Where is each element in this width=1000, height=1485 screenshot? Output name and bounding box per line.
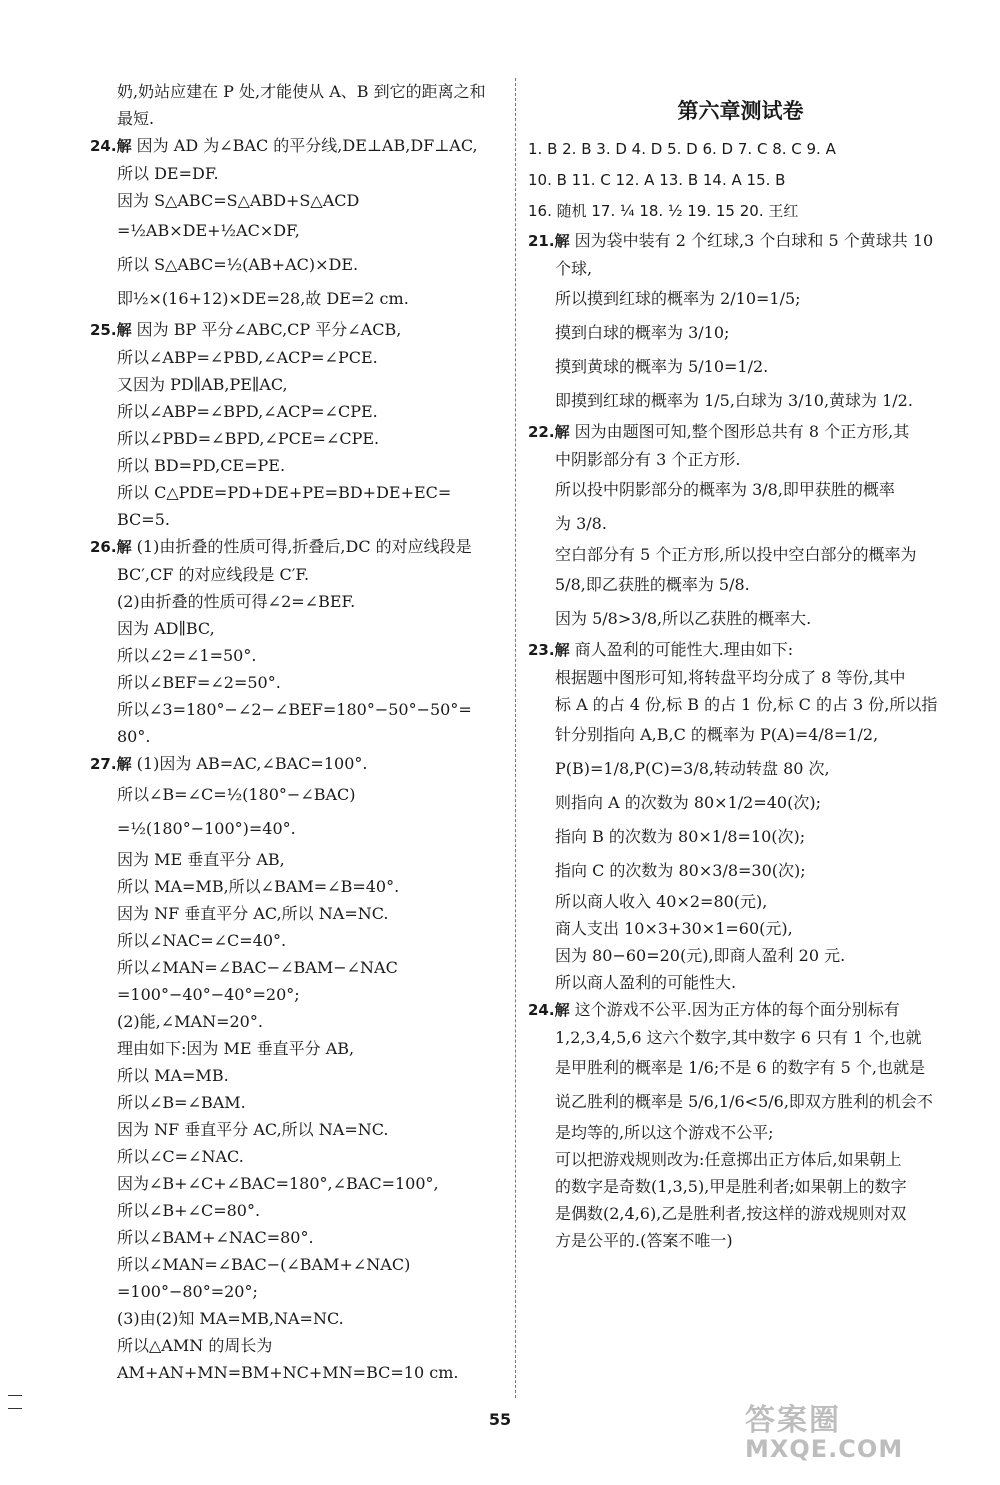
- text-line: [90, 316, 505, 344]
- text-line: [528, 473, 953, 507]
- page-number: 55: [488, 1410, 512, 1429]
- line-text: 所以∠B+∠C=80°.: [117, 1201, 261, 1220]
- line-text: 又因为 PD∥AB,PE∥AC,: [117, 375, 288, 394]
- line-text: 即摸到红球的概率为 1/5,白球为 3/10,黄球为 1/2.: [555, 391, 913, 410]
- line-text: 所以 MA=MB,所以∠BAM=∠B=40°.: [117, 877, 400, 896]
- line-text: =100°−40°−40°=20°;: [117, 985, 300, 1004]
- column-divider: [515, 78, 516, 1398]
- text-line: [528, 636, 953, 664]
- line-text: 说乙胜利的概率是 5/6,1/6<5/6,即双方胜利的机会不: [555, 1092, 933, 1111]
- text-line: [528, 446, 953, 473]
- solution-label: 解: [554, 423, 570, 441]
- line-text: =½AB×DE+½AC×DF,: [117, 221, 300, 240]
- right-column: [528, 78, 953, 1254]
- line-text: 所以摸到红球的概率为 2/10=1/5;: [555, 289, 801, 308]
- line-text: 商人盈利的可能性大.理由如下:: [569, 640, 794, 659]
- text-line: [90, 1008, 505, 1035]
- text-line: [90, 927, 505, 954]
- text-line: [90, 1359, 505, 1386]
- chapter-test-title: 第六章测试卷: [677, 99, 804, 123]
- text-line: [90, 846, 505, 873]
- text-line: [90, 398, 505, 425]
- question-number: 27.: [90, 755, 117, 773]
- text-line: [90, 954, 505, 981]
- text-line: [528, 384, 953, 418]
- text-line: [528, 915, 953, 942]
- line-text: 所以 S△ABC=½(AB+AC)×DE.: [117, 255, 359, 274]
- text-line: [528, 786, 953, 820]
- text-line: [90, 588, 505, 615]
- left-column: [90, 78, 505, 1386]
- text-line: [90, 615, 505, 642]
- text-line: [90, 371, 505, 398]
- text-line: [90, 132, 505, 160]
- text-line: [528, 718, 953, 752]
- text-line: [90, 900, 505, 927]
- text-line: [90, 214, 505, 248]
- text-line: [528, 752, 953, 786]
- line-text: 可以把游戏规则改为:任意掷出正方体后,如果朝上: [555, 1150, 902, 1169]
- line-text: 因为 AD 为∠BAC 的平分线,DE⊥AB,DF⊥AC,: [131, 136, 478, 155]
- line-text: 因为∠B+∠C+∠BAC=180°,∠BAC=100°,: [117, 1174, 439, 1193]
- line-text: 所以∠BAM+∠NAC=80°.: [117, 1228, 314, 1247]
- line-text: 针分别指向 A,B,C 的概率为 P(A)=4/8=1/2,: [555, 725, 879, 744]
- line-text: 所以 MA=MB.: [117, 1066, 229, 1085]
- text-line: [528, 282, 953, 316]
- text-line: [90, 1062, 505, 1089]
- text-line: [90, 1278, 505, 1305]
- line-text: (1)由折叠的性质可得,折叠后,DC 的对应线段是: [131, 537, 472, 556]
- text-line: [528, 1024, 953, 1051]
- text-line: [90, 669, 505, 696]
- text-line: [528, 854, 953, 888]
- line-text: 所以∠ABP=∠PBD,∠ACP=∠PCE.: [117, 348, 378, 367]
- text-line: [90, 1224, 505, 1251]
- right-solutions: [528, 227, 953, 1254]
- text-line: [90, 561, 505, 588]
- line-text: 方是公平的.(答案不唯一): [555, 1231, 733, 1250]
- text-line: [528, 507, 953, 541]
- text-line: [90, 425, 505, 452]
- text-line: [90, 1251, 505, 1278]
- text-line: [90, 1305, 505, 1332]
- text-line: [528, 1119, 953, 1146]
- answer-row: 10. B 11. C 12. A 13. B 14. A 15. B: [528, 171, 786, 189]
- text-line: [528, 541, 953, 568]
- line-text: 所以∠C=∠NAC.: [117, 1147, 244, 1166]
- text-line: [90, 1197, 505, 1224]
- line-text: 个球,: [555, 259, 593, 278]
- text-line: [528, 255, 953, 282]
- text-line: [528, 664, 953, 691]
- text-line: [528, 1051, 953, 1085]
- line-text: 则指向 A 的次数为 80×1/2=40(次);: [555, 793, 821, 812]
- line-text: 所以∠MAN=∠BAC−∠BAM−∠NAC: [117, 958, 398, 977]
- question-number: 22.: [528, 423, 555, 441]
- line-text: 因为 BP 平分∠ABC,CP 平分∠ACB,: [131, 320, 402, 339]
- line-text: 所以∠3=180°−∠2−∠BEF=180°−50°−50°=: [117, 700, 472, 719]
- solution-label: 解: [116, 538, 132, 556]
- text-line: [90, 105, 505, 132]
- line-text: 商人支出 10×3+30×1=60(元),: [555, 919, 793, 938]
- solution-label: 解: [116, 137, 132, 155]
- text-line: [528, 316, 953, 350]
- line-text: 5/8,即乙获胜的概率为 5/8.: [555, 575, 750, 594]
- line-text: 因为 NF 垂直平分 AC,所以 NA=NC.: [117, 1120, 389, 1139]
- line-text: 摸到白球的概率为 3/10;: [555, 323, 730, 342]
- question-number: 23.: [528, 641, 555, 659]
- line-text: 所以∠PBD=∠BPD,∠PCE=∠CPE.: [117, 429, 380, 448]
- text-line: [528, 1227, 953, 1254]
- line-text: 所以∠B=∠C=½(180°−∠BAC): [117, 785, 356, 804]
- question-number: 25.: [90, 321, 117, 339]
- solution-label: 解: [116, 321, 132, 339]
- watermark-logo: [745, 1395, 980, 1470]
- line-text: 空白部分有 5 个正方形,所以投中空白部分的概率为: [555, 545, 917, 564]
- question-number: 21.: [528, 232, 555, 250]
- text-line: [90, 723, 505, 750]
- line-text: 的数字是奇数(1,3,5),甲是胜利者;如果朝上的数字: [555, 1177, 907, 1196]
- line-text: 所以∠ABP=∠BPD,∠ACP=∠CPE.: [117, 402, 378, 421]
- line-text: 是甲胜利的概率是 1/6;不是 6 的数字有 5 个,也就是: [555, 1058, 926, 1077]
- line-text: 所以∠2=∠1=50°.: [117, 646, 257, 665]
- text-line: [528, 418, 953, 446]
- text-line: [90, 873, 505, 900]
- text-line: [528, 820, 953, 854]
- line-text: 所以投中阴影部分的概率为 3/8,即甲获胜的概率: [555, 480, 895, 499]
- line-text: 所以商人收入 40×2=80(元),: [555, 892, 768, 911]
- text-line: [528, 1146, 953, 1173]
- text-line: [90, 1089, 505, 1116]
- question-number: 26.: [90, 538, 117, 556]
- line-text: 指向 B 的次数为 80×1/8=10(次);: [555, 827, 806, 846]
- line-text: 标 A 的占 4 份,标 B 的占 1 份,标 C 的占 3 份,所以指: [555, 695, 938, 714]
- text-line: [90, 452, 505, 479]
- text-line: [90, 78, 505, 105]
- text-line: [528, 996, 953, 1024]
- line-text: BC=5.: [117, 510, 170, 529]
- line-text: 因为 80−60=20(元),即商人盈利 20 元.: [555, 946, 846, 965]
- line-text: 因为 NF 垂直平分 AC,所以 NA=NC.: [117, 904, 389, 923]
- line-text: BC′,CF 的对应线段是 C′F.: [117, 565, 310, 584]
- line-text: 因为 AD∥BC,: [117, 619, 215, 638]
- text-line: [528, 691, 953, 718]
- text-line: [90, 160, 505, 187]
- line-text: 所以∠B=∠BAM.: [117, 1093, 246, 1112]
- line-text: 中阴影部分有 3 个正方形.: [555, 450, 741, 469]
- line-text: 因为 5/8>3/8,所以乙获胜的概率大.: [555, 609, 812, 628]
- text-line: [528, 942, 953, 969]
- text-line: [90, 750, 505, 778]
- solution-label: 解: [554, 1001, 570, 1019]
- text-line: [528, 350, 953, 384]
- line-text: 所以 BD=PD,CE=PE.: [117, 456, 286, 475]
- line-text: 奶,奶站应建在 P 处,才能使从 A、B 到它的距离之和: [117, 82, 486, 101]
- text-line: [90, 812, 505, 846]
- text-line: [90, 696, 505, 723]
- text-line: [90, 1116, 505, 1143]
- line-text: P(B)=1/8,P(C)=3/8,转动转盘 80 次,: [555, 759, 830, 778]
- line-text: 根据题中图形可知,将转盘平均分成了 8 等份,其中: [555, 668, 906, 687]
- line-text: 因为 ME 垂直平分 AB,: [117, 850, 285, 869]
- text-line: [528, 568, 953, 602]
- watermark-text: 答案圈: [745, 1403, 841, 1438]
- line-text: (2)由折叠的性质可得∠2=∠BEF.: [117, 592, 356, 611]
- question-number: 24.: [528, 1001, 555, 1019]
- answer-row: 16. 随机 17. ¼ 18. ½ 19. 15 20. 王红: [528, 202, 799, 220]
- line-text: 最短.: [117, 109, 155, 128]
- line-text: 所以商人盈利的可能性大.: [555, 973, 737, 992]
- line-text: 是偶数(2,4,6),乙是胜利者,按这样的游戏规则对双: [555, 1204, 907, 1223]
- line-text: =½(180°−100°)=40°.: [117, 819, 296, 838]
- page-edge-mark: [8, 1395, 22, 1409]
- question-number: 24.: [90, 137, 117, 155]
- text-line: [90, 344, 505, 371]
- line-text: 为 3/8.: [555, 514, 607, 533]
- line-text: 这个游戏不公平.因为正方体的每个面分别标有: [569, 1000, 900, 1019]
- text-line: [90, 282, 505, 316]
- line-text: AM+AN+MN=BM+NC+MN=BC=10 cm.: [117, 1363, 459, 1382]
- multiple-choice-answers: [528, 134, 953, 227]
- line-text: (3)由(2)知 MA=MB,NA=NC.: [117, 1309, 344, 1328]
- line-text: 理由如下:因为 ME 垂直平分 AB,: [117, 1039, 355, 1058]
- text-line: [528, 1173, 953, 1200]
- line-text: (1)因为 AB=AC,∠BAC=100°.: [131, 754, 368, 773]
- answer-row: 1. B 2. B 3. D 4. D 5. D 6. D 7. C 8. C 9. A: [528, 140, 836, 158]
- text-line: [90, 1143, 505, 1170]
- text-line: [528, 888, 953, 915]
- watermark-url: MXQE.COM: [745, 1435, 904, 1463]
- text-line: [90, 506, 505, 533]
- line-text: 所以∠MAN=∠BAC−(∠BAM+∠NAC): [117, 1255, 411, 1274]
- text-line: [90, 533, 505, 561]
- line-text: 即½×(16+12)×DE=28,故 DE=2 cm.: [117, 289, 409, 308]
- line-text: 所以 C△PDE=PD+DE+PE=BD+DE+EC=: [117, 483, 452, 502]
- line-text: 因为 S△ABC=S△ABD+S△ACD: [117, 191, 360, 210]
- text-line: [528, 1200, 953, 1227]
- line-text: 所以 DE=DF.: [117, 164, 219, 183]
- line-text: 所以∠BEF=∠2=50°.: [117, 673, 281, 692]
- line-text: 因为袋中装有 2 个红球,3 个白球和 5 个黄球共 10: [569, 231, 934, 250]
- text-line: [90, 1035, 505, 1062]
- line-text: 1,2,3,4,5,6 这六个数字,其中数字 6 只有 1 个,也就: [555, 1028, 922, 1047]
- line-text: 所以△AMN 的周长为: [117, 1336, 273, 1355]
- text-line: [90, 187, 505, 214]
- line-text: (2)能,∠MAN=20°.: [117, 1012, 263, 1031]
- text-line: [528, 602, 953, 636]
- text-line: [90, 1170, 505, 1197]
- text-line: [90, 981, 505, 1008]
- text-line: [90, 778, 505, 812]
- line-text: 因为由题图可知,整个图形总共有 8 个正方形,其: [569, 422, 910, 441]
- solution-label: 解: [554, 641, 570, 659]
- line-text: 是均等的,所以这个游戏不公平;: [555, 1123, 774, 1142]
- solution-label: 解: [116, 755, 132, 773]
- line-text: 所以∠NAC=∠C=40°.: [117, 931, 287, 950]
- line-text: =100°−80°=20°;: [117, 1282, 258, 1301]
- line-text: 摸到黄球的概率为 5/10=1/2.: [555, 357, 769, 376]
- text-line: [90, 479, 505, 506]
- text-line: [528, 969, 953, 996]
- text-line: [90, 248, 505, 282]
- text-line: [528, 227, 953, 255]
- text-line: [90, 1332, 505, 1359]
- text-line: [528, 1085, 953, 1119]
- solution-label: 解: [554, 232, 570, 250]
- text-line: [90, 642, 505, 669]
- line-text: 80°.: [117, 727, 151, 746]
- line-text: 指向 C 的次数为 80×3/8=30(次);: [555, 861, 806, 880]
